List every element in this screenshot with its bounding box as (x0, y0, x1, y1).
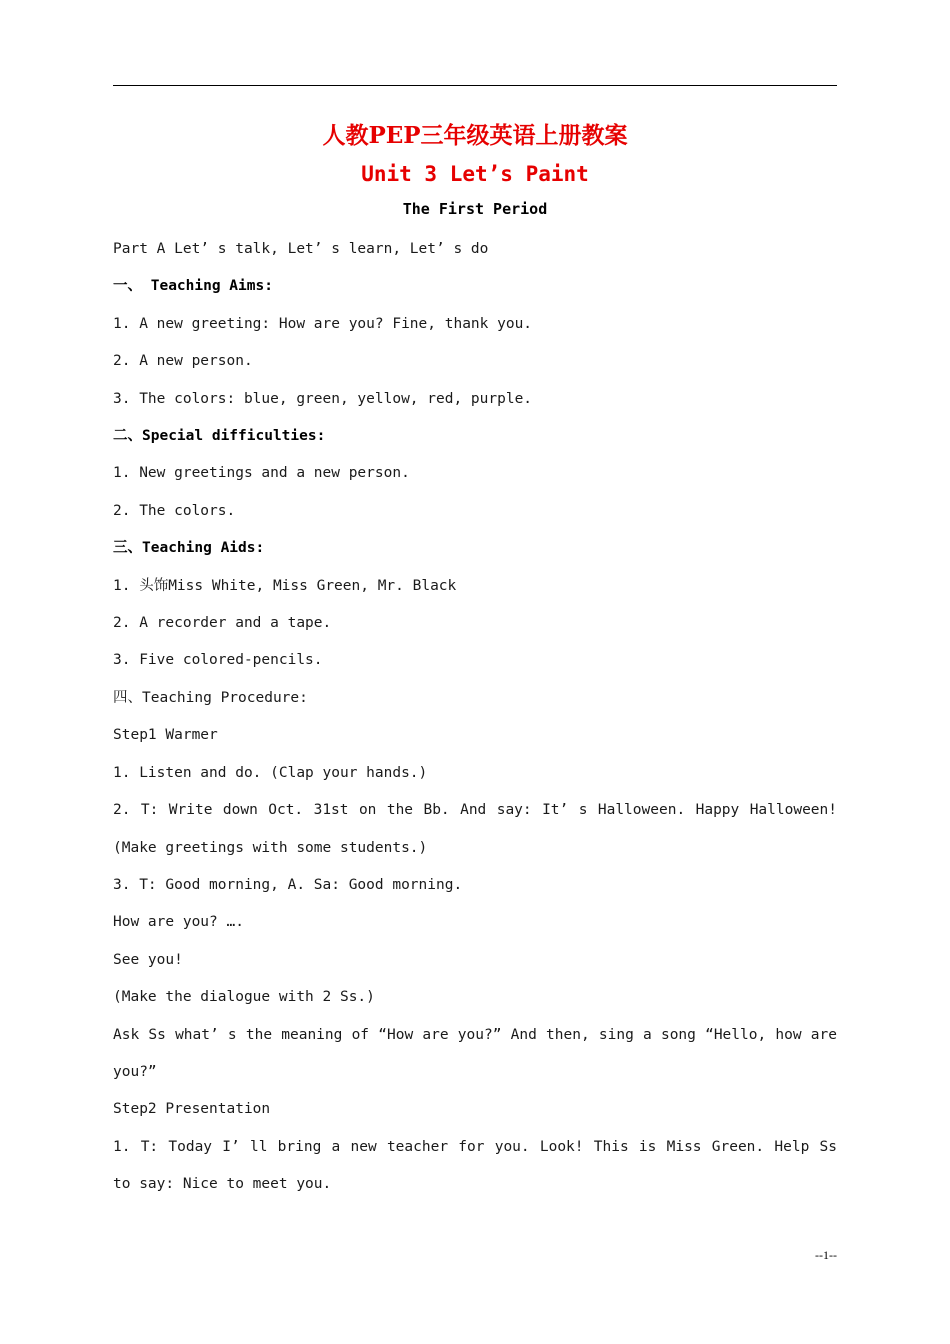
text-line: 1. Listen and do. (Clap your hands.) (113, 764, 428, 781)
header-rule (113, 85, 837, 86)
document-title: 人教PEP三年级英语上册教案 (322, 122, 628, 149)
step-heading: Step2 Presentation (113, 1101, 271, 1118)
section-heading-special-difficulties: 二、Special difficulties: (113, 428, 326, 445)
section-heading-teaching-aims: 一、 Teaching Aims: (113, 278, 273, 295)
text-line: How are you? …. (113, 914, 244, 931)
step-heading: Step1 Warmer (113, 727, 218, 744)
section-heading-teaching-aids: 三、Teaching Aids: (113, 540, 265, 557)
text-line: 2. A new person. (113, 353, 253, 370)
text-line: 1. 头饰Miss White, Miss Green, Mr. Black (113, 577, 457, 594)
lesson-body (113, 231, 846, 1204)
text-line: 2. The colors. (113, 502, 236, 519)
text-line: 1. A new greeting: How are you? Fine, thank you. (113, 315, 533, 332)
text-line: 1. New greetings and a new person. (113, 465, 410, 482)
unit-title: Unit 3 Let’s Paint (361, 162, 589, 186)
text-line: See you! (113, 951, 183, 968)
text-line: 2. T: Write down Oct. 31st on the Bb. And say: It’ s Halloween. Happy Halloween! (Make greetings with some students.) (113, 802, 846, 856)
text-line: Ask Ss what’ s the meaning of “How are you?” And then, sing a song “Hello, how are you?” (113, 1026, 846, 1080)
text-line: 3. T: Good morning, A. Sa: Good morning. (113, 876, 463, 893)
text-line: 3. Five colored-pencils. (113, 652, 323, 669)
text-line: 3. The colors: blue, green, yellow, red, purple. (113, 390, 533, 407)
section-heading-teaching-procedure: 四、Teaching Procedure: (113, 689, 308, 706)
text-line: 2. A recorder and a tape. (113, 615, 332, 632)
text-line: (Make the dialogue with 2 Ss.) (113, 989, 375, 1006)
text-line: Part A Let’ s talk, Let’ s learn, Let’ s do (113, 241, 489, 257)
page-number: --1-- (815, 1248, 837, 1262)
text-line: 1. T: Today I’ ll bring a new teacher for you. Look! This is Miss Green. Help Ss to say: Nice to meet you. (113, 1138, 846, 1193)
period-subtitle: The First Period (402, 200, 548, 218)
